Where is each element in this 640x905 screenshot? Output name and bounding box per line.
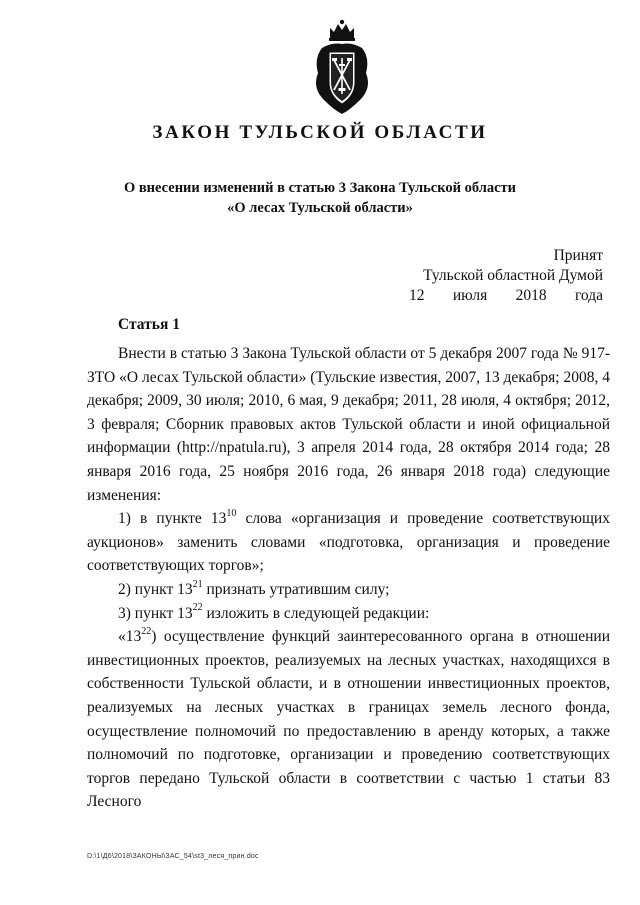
file-path-footer: D:\1\Д6\2018\ЗАКОНЫ\ЗАС_54\st3_леся_прин.doc bbox=[87, 853, 259, 860]
adoption-year-word: года bbox=[574, 287, 603, 304]
article-body bbox=[87, 342, 610, 814]
adoption-year: 2018 bbox=[515, 287, 547, 304]
subject-line-2: «О лесах Тульской области» bbox=[227, 200, 413, 216]
adoption-line-1: Принят bbox=[553, 247, 603, 264]
adoption-day: 12 bbox=[409, 287, 425, 304]
list-item-1: 1) в пункте $13^{10}$ слова «организация и проведение соответствующих аукционов» заменить словами «подготовка, организация и проведение соответствующих торгов»; bbox=[87, 508, 610, 575]
adoption-month: июля bbox=[452, 287, 488, 304]
adoption-line-2: Тульской областной Думой bbox=[423, 267, 603, 284]
quoted-paragraph: «$13^{22}$) осуществление функций заинтересованного органа в отношении инвестиционных проектов, реализуемых на лесных участках, находящихся в собственности Тульской области, и в отношении инвестиционных проектов, реализуемых на лесных участках в границах земель лесного фонда, осуществление полномочий по предоставлению в аренду которых, а также полномочий по подготовке, организации и проведению соответствующих торгов передано Тульской области в соответствии с частью 1 статьи 83 Лесного bbox=[87, 625, 610, 811]
list-item-3: 3) пункт $13^{22}$ изложить в следующей редакции: bbox=[118, 602, 430, 622]
law-subject bbox=[0, 178, 640, 218]
adoption-date bbox=[403, 286, 603, 306]
adoption-block bbox=[403, 246, 603, 306]
list-item-2: 2) пункт $13^{21}$ признать утратившим силу; bbox=[118, 578, 390, 598]
subject-line-1: О внесении изменений в статью 3 Закона Тульской области bbox=[123, 180, 517, 196]
paragraph-intro: Внести в статью 3 Закона Тульской области от 5 декабря 2007 года № 917-ЗТО «О лесах Тульской области» (Тульские известия, 2007, 13 декабря; 2008, 4 декабря; 2009, 30 июля; 2010, 6 мая, 9 декабря; 2011, 28 июля, 4 октября; 2012, 3 февраля; Сборник правовых актов Тульской области и иной официальной информации (http://npatula.ru), 3 апреля 2014 года, 28 октября 2014 года; 28 января 2016 года, 25 ноября 2016 года, 26 января 2018 года) следующие изменения: bbox=[87, 345, 610, 504]
law-title: ЗАКОН ТУЛЬСКОЙ ОБЛАСТИ bbox=[152, 122, 488, 143]
article-heading: Статья 1 bbox=[118, 316, 180, 333]
coat-of-arms-icon bbox=[300, 18, 384, 118]
